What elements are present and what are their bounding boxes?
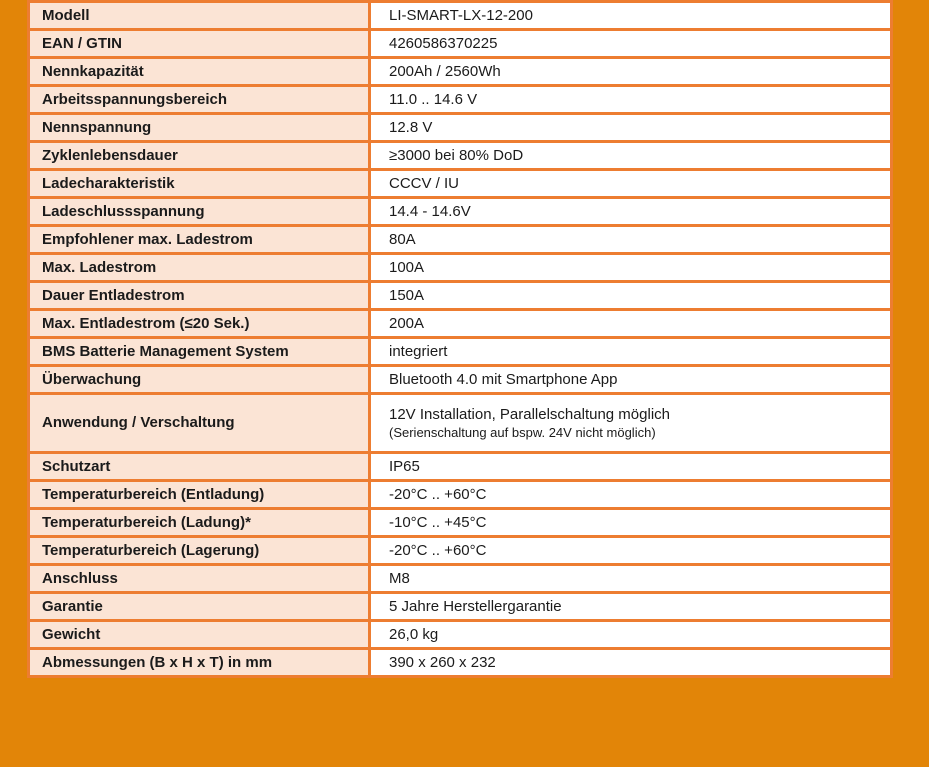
table-row	[29, 226, 892, 254]
table-row	[29, 338, 892, 366]
spec-value-text: ≥3000 bei 80% DoD	[389, 146, 524, 164]
spec-value-cell	[370, 226, 892, 254]
spec-label: Anschluss	[29, 565, 370, 593]
spec-value-text: 12.8 V	[389, 118, 433, 136]
spec-value-cell	[370, 593, 892, 621]
table-row	[29, 537, 892, 565]
spec-label: Empfohlener max. Ladestrom	[29, 226, 370, 254]
table-row	[29, 170, 892, 198]
table-row	[29, 114, 892, 142]
spec-value-text: 200Ah / 2560Wh	[389, 62, 501, 80]
spec-value-text: 80A	[389, 230, 416, 248]
table-row	[29, 254, 892, 282]
spec-value-text: 200A	[389, 314, 425, 332]
spec-value-cell	[370, 114, 892, 142]
spec-label: EAN / GTIN	[29, 30, 370, 58]
spec-label: Anwendung / Verschaltung	[29, 394, 370, 453]
spec-value-cell	[370, 537, 892, 565]
spec-label: Gewicht	[29, 621, 370, 649]
spec-label: Max. Ladestrom	[29, 254, 370, 282]
spec-value-text: IP65	[389, 457, 420, 475]
table-row	[29, 509, 892, 537]
spec-value-text: 150A	[389, 286, 425, 304]
spec-value-text: 4260586370225	[389, 34, 498, 52]
spec-value-cell	[370, 394, 892, 453]
spec-value-text: M8	[389, 569, 410, 587]
spec-value-text: Bluetooth 4.0 mit Smartphone App	[389, 370, 618, 388]
table-row	[29, 649, 892, 677]
spec-table	[27, 0, 893, 678]
spec-value-text: CCCV / IU	[389, 174, 460, 192]
spec-label: Nennspannung	[29, 114, 370, 142]
spec-value-cell	[370, 453, 892, 481]
spec-label: Modell	[29, 2, 370, 30]
spec-label: Temperaturbereich (Entladung)	[29, 481, 370, 509]
spec-value-text: 5 Jahre Herstellergarantie	[389, 597, 562, 615]
table-row	[29, 142, 892, 170]
spec-value-note: (Serienschaltung auf bspw. 24V nicht möglich)	[389, 424, 656, 440]
spec-value-cell	[370, 142, 892, 170]
spec-value-text: -20°C .. +60°C	[389, 541, 487, 559]
spec-table-container	[27, 0, 890, 678]
spec-value-text: LI-SMART-LX-12-200	[389, 6, 533, 24]
spec-value-text: 390 x 260 x 232	[389, 653, 496, 671]
spec-label: Schutzart	[29, 453, 370, 481]
spec-value-cell	[370, 621, 892, 649]
spec-label: Temperaturbereich (Lagerung)	[29, 537, 370, 565]
spec-value-cell	[370, 338, 892, 366]
spec-value-cell	[370, 198, 892, 226]
spec-label: Nennkapazität	[29, 58, 370, 86]
table-row	[29, 58, 892, 86]
table-row	[29, 310, 892, 338]
table-row	[29, 86, 892, 114]
spec-value-cell	[370, 282, 892, 310]
table-row	[29, 366, 892, 394]
table-row	[29, 2, 892, 30]
spec-label: Arbeitsspannungsbereich	[29, 86, 370, 114]
spec-value-text: 100A	[389, 258, 425, 276]
spec-value-cell	[370, 649, 892, 677]
table-row	[29, 394, 892, 453]
spec-value-cell	[370, 310, 892, 338]
spec-value-cell	[370, 565, 892, 593]
spec-value-text: integriert	[389, 342, 448, 360]
spec-value-cell	[370, 86, 892, 114]
spec-value-cell	[370, 30, 892, 58]
table-row	[29, 621, 892, 649]
spec-value-cell	[370, 366, 892, 394]
spec-label: Dauer Entladestrom	[29, 282, 370, 310]
table-row	[29, 593, 892, 621]
spec-value-text: 11.0 .. 14.6 V	[389, 90, 478, 108]
spec-value-cell	[370, 2, 892, 30]
spec-value-text: -20°C .. +60°C	[389, 485, 487, 503]
spec-label: Ladecharakteristik	[29, 170, 370, 198]
table-row	[29, 565, 892, 593]
spec-value-cell	[370, 254, 892, 282]
spec-value-cell	[370, 509, 892, 537]
table-row	[29, 30, 892, 58]
table-row	[29, 198, 892, 226]
spec-value-cell	[370, 170, 892, 198]
spec-value-text: -10°C .. +45°C	[389, 513, 487, 531]
spec-table-body	[29, 2, 892, 677]
spec-label: Garantie	[29, 593, 370, 621]
spec-label: Überwachung	[29, 366, 370, 394]
spec-label: Abmessungen (B x H x T) in mm	[29, 649, 370, 677]
spec-label: Temperaturbereich (Ladung)*	[29, 509, 370, 537]
spec-value-cell	[370, 58, 892, 86]
table-row	[29, 481, 892, 509]
spec-value-text: 14.4 - 14.6V	[389, 202, 471, 220]
table-row	[29, 453, 892, 481]
spec-value-text: 26,0 kg	[389, 625, 439, 643]
spec-value-cell	[370, 481, 892, 509]
spec-label: BMS Batterie Management System	[29, 338, 370, 366]
spec-label: Zyklenlebensdauer	[29, 142, 370, 170]
spec-value-text: 12V Installation, Parallelschaltung möglich	[389, 405, 670, 423]
spec-label: Ladeschlussspannung	[29, 198, 370, 226]
table-row	[29, 282, 892, 310]
spec-label: Max. Entladestrom (≤20 Sek.)	[29, 310, 370, 338]
